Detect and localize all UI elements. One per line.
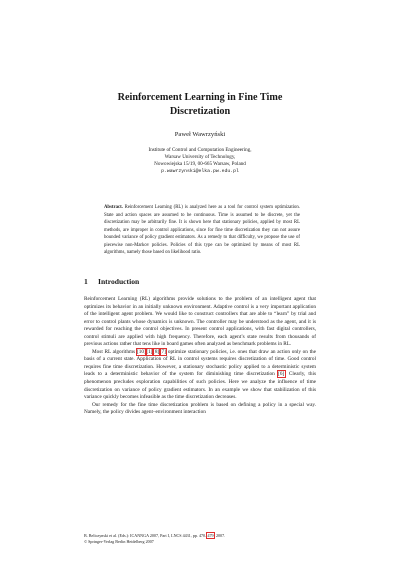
paragraph: Reinforcement Learning (RL) algorithms provide solutions to the problem of an intelligent agent that optimizes its behavior in an initially unknown environment. Adaptive control is a very important application of the intelligent agent problem. We would like to construct controllers that are able to “learn” by trial and error to control plants whose dynamics is unknown. The controller may be understood as the agent, and it is rewarded for reaching the control objectives. In present control applications, with fast digital controllers, control stimuli are applied with high frequency. Therefore, each agent’s state results from thousands of previous actions rather that tens like in board games often analyzed as benchmark problems in RL. bbox=[84, 296, 316, 348]
abstract bbox=[104, 204, 300, 257]
copyright-line: © Springer-Verlag Berlin Heidelberg 2007 bbox=[84, 539, 154, 544]
paper-title-line-1: Reinforcement Learning in Fine Time bbox=[117, 92, 283, 103]
section-title: Introduction bbox=[98, 277, 140, 286]
section-heading bbox=[84, 277, 139, 286]
paragraph bbox=[84, 349, 316, 402]
citation-link[interactable]: [10] bbox=[137, 348, 146, 355]
author-name: Paweł Wawrzyński bbox=[174, 131, 226, 138]
paragraph-text: optimize stationary policies, i.e. ones that draw an action only on the basis of a current state. Application of RL in control systems requires discretization of time. Good control requires fine time discretization. However, a stationary stochastic policy applied to a deterministic system leads to a deterministic behavior of the system for diminishing time discretization bbox=[84, 348, 316, 378]
affiliation-line: Warsaw University of Technology, bbox=[164, 154, 236, 160]
citation-link[interactable]: [8] bbox=[153, 348, 160, 355]
page-link[interactable]: 479 bbox=[207, 533, 214, 538]
citation-link[interactable]: [6] bbox=[278, 371, 285, 378]
author-email: p.wawrzynski@elka.pw.edu.pl bbox=[161, 169, 239, 174]
abstract-text: Reinforcement Learning (RL) is analyzed here as a tool for control system optimization. State and action spaces are assumed to be continuous. Time is assumed to be discrete, yet the discretization may be arbitrarily fine. It is shown here that stationary policies, applied by most RL methods, are improper in control applications, since for fine time discretization they can not assure bounded variance of policy gradient estimators. As a remedy to that difficulty, we propose the use of piecewise non-Markov policies. Policies of this type can be optimized by means of most RL algorithms, namely those based on likelihood ratio. bbox=[104, 205, 300, 255]
citation-link[interactable]: [1] bbox=[146, 348, 153, 355]
footnote-text: , 2007. bbox=[213, 533, 226, 538]
paragraph-text: Most RL algorithms bbox=[92, 348, 137, 355]
paragraph: Our remedy for the fine time discretization problem is based on defining a policy in a special way. Namely, the policy divides agent–environment interaction bbox=[84, 401, 316, 416]
affiliation-line: Institute of Control and Computation Engineering, bbox=[148, 147, 252, 153]
paper-title-line-2: Discretization bbox=[169, 106, 231, 117]
footnote bbox=[84, 533, 316, 545]
footnote-text: B. Beliczynski et al. (Eds.): ICANNGA 2007, Part I, LNCS 4431, pp. 470– bbox=[84, 533, 208, 538]
citation-link[interactable]: [7] bbox=[159, 348, 166, 355]
affiliation-line: Nowowiejska 15/19, 00-665 Warsaw, Poland bbox=[154, 161, 246, 167]
section-body bbox=[84, 296, 316, 417]
section-number: 1 bbox=[84, 277, 88, 286]
paragraph-text: . Clearly, this phenomenon precludes exploration capabilities of such policies. Here we analyze the influence of time discretization on variance of policy gradient estimators. In an example we show that stabilization of this variance quickly becomes infeasible as the time discretization decreases. bbox=[84, 371, 316, 401]
abstract-label: Abstract. bbox=[104, 205, 123, 210]
